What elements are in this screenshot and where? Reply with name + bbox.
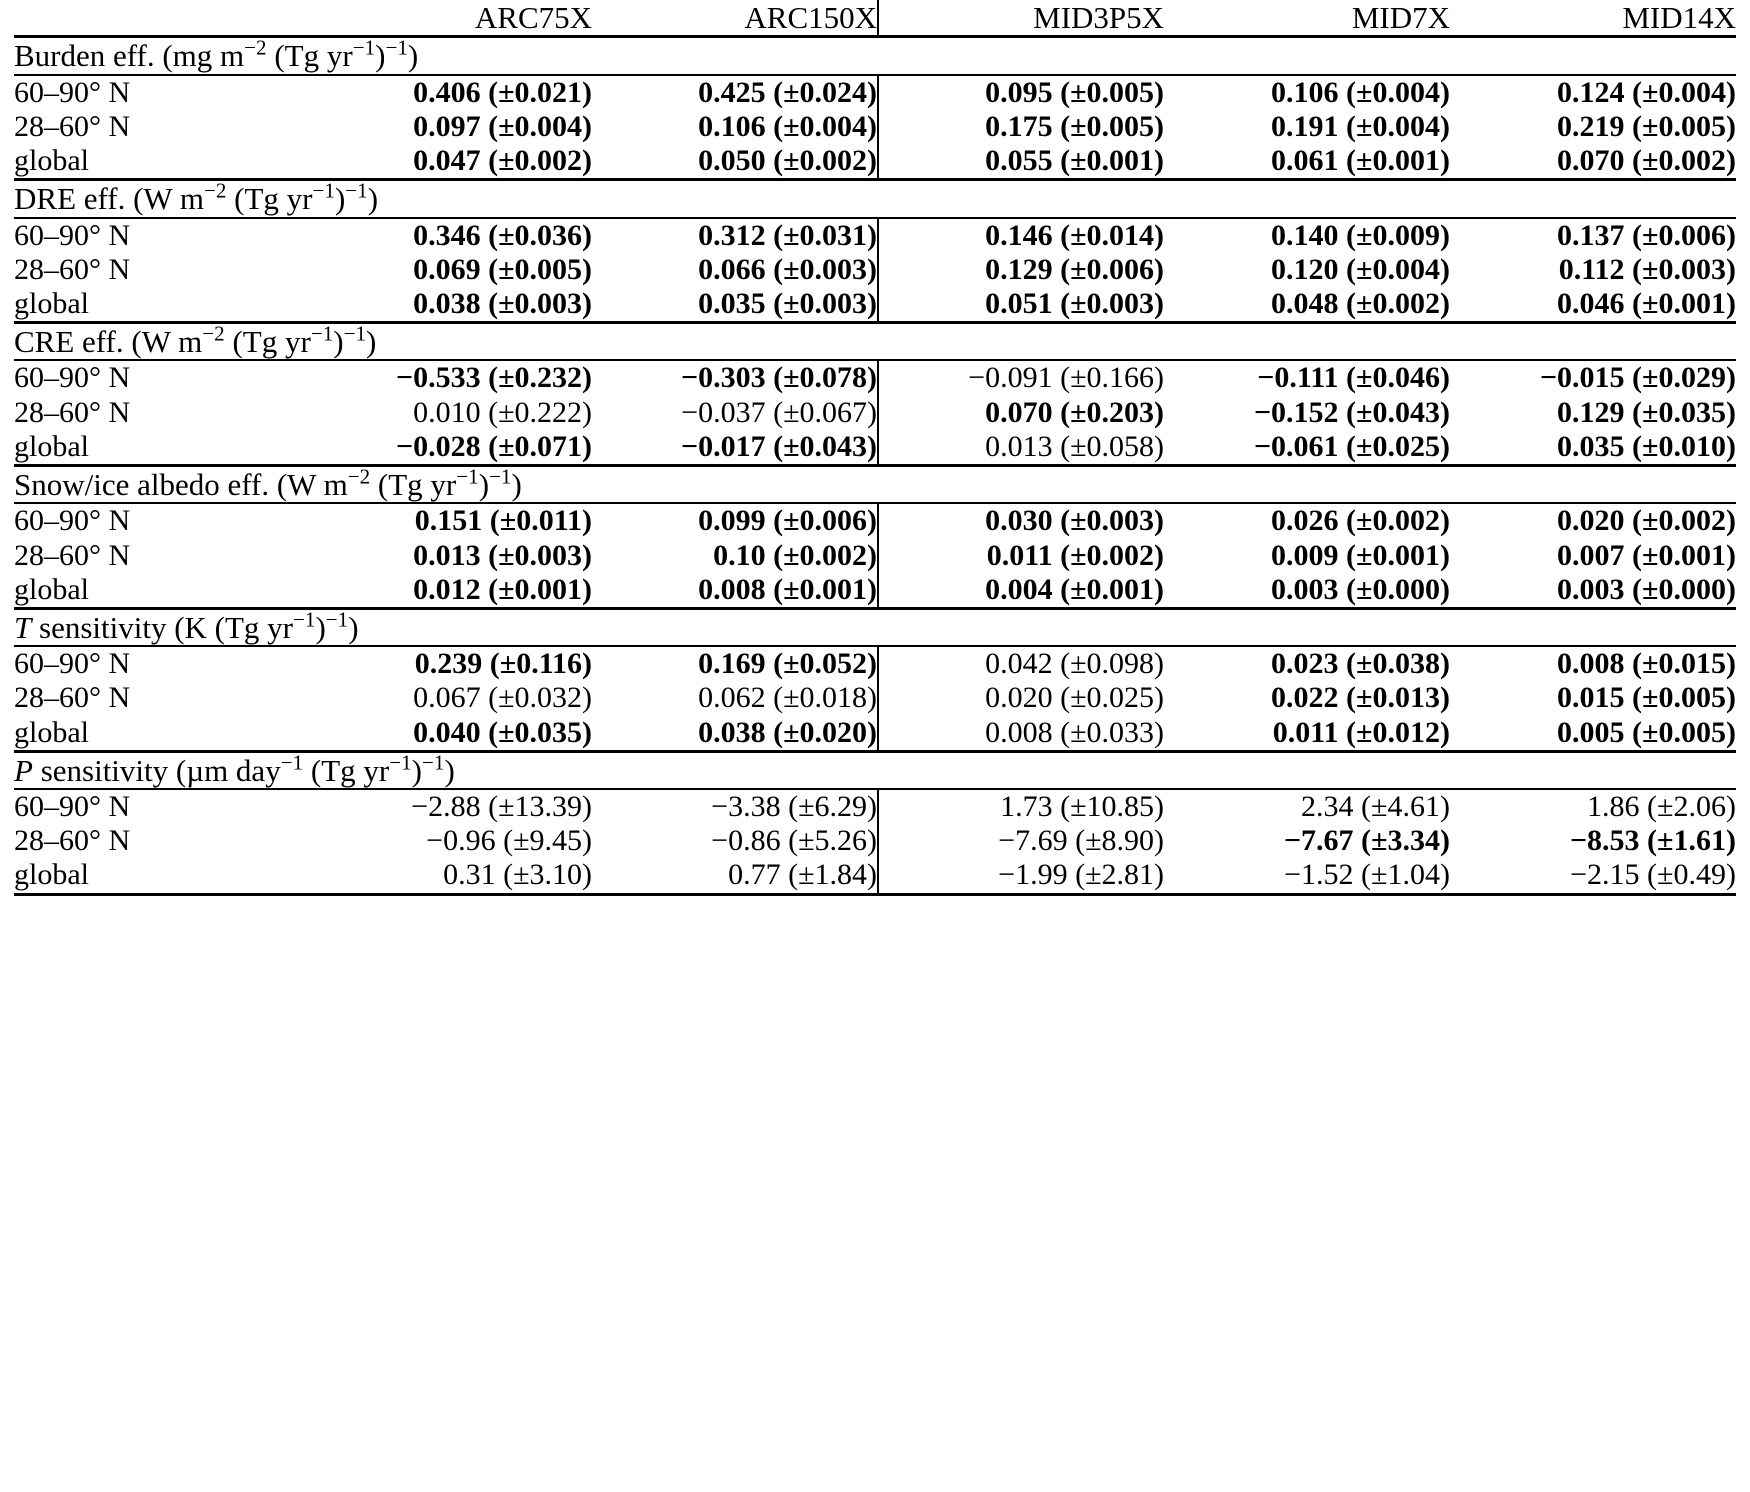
data-cell: 0.020 (±0.002) — [1450, 503, 1736, 538]
data-cell: 0.035 (±0.010) — [1557, 429, 1736, 463]
row-label: 60–90° N — [14, 75, 306, 110]
data-cell: 0.124 (±0.004) — [1450, 75, 1736, 110]
data-cell: 0.112 (±0.003) — [1558, 252, 1736, 286]
data-cell: 0.146 (±0.014) — [878, 218, 1164, 253]
row-label: global — [14, 858, 306, 894]
data-cell: −0.017 (±0.043) — [681, 429, 878, 463]
table-row — [14, 253, 1736, 287]
data-cell: 0.010 (±0.222) — [413, 395, 593, 429]
section-title: P sensitivity (µm day$^{-1}$ (Tg $yr^{-1})^{-1}$) — [14, 751, 1736, 789]
column-header-arc75x: ARC75X — [474, 0, 593, 35]
table-row — [14, 858, 1736, 894]
data-cell: 0.013 (±0.003) — [413, 538, 593, 572]
section-title-row — [14, 323, 1736, 361]
section-title-row — [14, 751, 1736, 789]
data-cell: 0.003 (±0.000) — [1271, 572, 1450, 606]
data-cell: 0.003 (±0.000) — [1557, 572, 1736, 606]
column-header-arc150x: ARC150X — [744, 0, 878, 35]
data-cell: 0.10 (±0.002) — [713, 538, 878, 572]
section-title: CRE eff. (W $m^{-2}$ (Tg $yr^{-1})^{-1}$) — [14, 323, 1736, 361]
column-header-mid7x: MID7X — [1351, 0, 1450, 35]
data-cell: 0.070 (±0.203) — [878, 396, 1164, 430]
data-cell: −7.67 (±3.34) — [1283, 824, 1450, 858]
data-cell: 0.038 (±0.003) — [413, 286, 593, 320]
data-cell: 0.023 (±0.038) — [1164, 646, 1450, 681]
table-header — [14, 0, 1736, 37]
data-cell: −0.061 (±0.025) — [1253, 429, 1450, 463]
data-cell: 0.040 (±0.035) — [413, 715, 593, 749]
data-cell: 0.030 (±0.003) — [878, 503, 1164, 538]
row-label: global — [14, 286, 89, 320]
table-row — [14, 75, 1736, 110]
data-cell: 0.106 (±0.004) — [698, 109, 878, 143]
table-row — [14, 218, 1736, 253]
table-row — [14, 396, 1736, 430]
row-label: global — [14, 429, 89, 463]
data-cell: 0.067 (±0.032) — [413, 681, 593, 715]
data-cell: −0.96 (±9.45) — [426, 824, 593, 858]
table-row — [14, 573, 1736, 609]
column-header-mid14x: MID14X — [1622, 0, 1736, 35]
section-title: Snow/ice albedo eff. (W $m^{-2}$ (Tg $yr^{-1})^{-1}$) — [14, 466, 1736, 504]
table-row — [14, 681, 1736, 715]
data-cell: 0.070 (±0.002) — [1557, 144, 1736, 178]
section-title-row — [14, 466, 1736, 504]
row-label: 28–60° N — [14, 109, 131, 143]
data-cell: 0.099 (±0.006) — [592, 503, 878, 538]
data-cell: 0.312 (±0.031) — [592, 218, 878, 253]
table-row — [14, 110, 1736, 144]
data-cell: 0.050 (±0.002) — [698, 144, 878, 178]
data-cell: 0.022 (±0.013) — [1271, 681, 1450, 715]
results-table — [14, 0, 1736, 896]
data-cell: 0.77 (±1.84) — [592, 858, 878, 894]
data-cell: 0.008 (±0.033) — [878, 716, 1164, 752]
row-label: global — [14, 144, 89, 178]
table-row — [14, 430, 1736, 466]
section-title-row — [14, 37, 1736, 75]
data-cell: 0.012 (±0.001) — [413, 572, 593, 606]
data-cell: 0.007 (±0.001) — [1557, 538, 1736, 572]
data-cell: −0.86 (±5.26) — [711, 824, 878, 858]
table-row — [14, 646, 1736, 681]
row-label: 28–60° N — [14, 252, 131, 286]
data-cell: −0.028 (±0.071) — [396, 429, 593, 463]
row-label: global — [14, 572, 89, 606]
data-cell: 0.175 (±0.005) — [878, 110, 1164, 144]
data-cell: −1.99 (±2.81) — [878, 858, 1164, 894]
data-cell: 1.73 (±10.85) — [878, 789, 1164, 824]
data-cell: 0.129 (±0.035) — [1557, 395, 1736, 429]
table-row — [14, 144, 1736, 180]
data-cell: 0.406 (±0.021) — [306, 75, 592, 110]
data-cell: 0.005 (±0.005) — [1557, 715, 1736, 749]
data-cell: 0.129 (±0.006) — [878, 253, 1164, 287]
data-cell: 0.038 (±0.020) — [698, 715, 878, 749]
table-body — [14, 37, 1736, 894]
table-row — [14, 360, 1736, 395]
row-label: 60–90° N — [14, 218, 306, 253]
table-row — [14, 539, 1736, 573]
data-cell: 0.004 (±0.001) — [878, 573, 1164, 609]
data-cell: 0.219 (±0.005) — [1557, 109, 1736, 143]
data-cell: 0.137 (±0.006) — [1450, 218, 1736, 253]
section-title: T sensitivity (K (Tg $yr^{-1})^{-1}$) — [14, 608, 1736, 646]
data-cell: −0.111 (±0.046) — [1164, 360, 1450, 395]
data-cell: 0.008 (±0.001) — [698, 572, 878, 606]
data-cell: −1.52 (±1.04) — [1164, 858, 1450, 894]
row-label: 28–60° N — [14, 395, 131, 429]
data-cell: −7.69 (±8.90) — [878, 824, 1164, 858]
data-cell: −3.38 (±6.29) — [592, 789, 878, 824]
data-cell: −2.15 (±0.49) — [1450, 858, 1736, 894]
data-cell: 0.106 (±0.004) — [1164, 75, 1450, 110]
data-cell: 0.011 (±0.012) — [1272, 715, 1450, 749]
row-label: 60–90° N — [14, 360, 306, 395]
data-cell: 0.011 (±0.002) — [878, 539, 1164, 573]
data-cell: −0.303 (±0.078) — [592, 360, 878, 395]
data-cell: 0.140 (±0.009) — [1164, 218, 1450, 253]
data-cell: −0.015 (±0.029) — [1450, 360, 1736, 395]
data-cell: 0.062 (±0.018) — [698, 681, 878, 715]
table-row — [14, 716, 1736, 752]
section-title-row — [14, 608, 1736, 646]
data-cell: 0.120 (±0.004) — [1271, 252, 1450, 286]
table-header-row — [14, 0, 1736, 37]
table-row — [14, 503, 1736, 538]
row-label: 60–90° N — [14, 503, 306, 538]
section-title: Burden eff. (mg $m^{-2}$ (Tg $yr^{-1})^{-1}$) — [14, 37, 1736, 75]
column-header-blank — [14, 0, 306, 37]
row-label: 28–60° N — [14, 681, 131, 715]
data-cell: 0.169 (±0.052) — [592, 646, 878, 681]
row-label: 28–60° N — [14, 824, 131, 858]
data-cell: −0.152 (±0.043) — [1253, 395, 1450, 429]
data-cell: 0.425 (±0.024) — [592, 75, 878, 110]
data-cell: 0.191 (±0.004) — [1271, 109, 1450, 143]
data-cell: 0.239 (±0.116) — [306, 646, 592, 681]
data-cell: 0.048 (±0.002) — [1271, 286, 1450, 320]
row-label: 60–90° N — [14, 789, 306, 824]
data-cell: 0.035 (±0.003) — [698, 286, 878, 320]
table-row — [14, 789, 1736, 824]
section-title: DRE eff. (W $m^{-2}$ (Tg $yr^{-1})^{-1}$) — [14, 180, 1736, 218]
data-cell: 0.051 (±0.003) — [878, 287, 1164, 323]
data-cell: 0.346 (±0.036) — [306, 218, 592, 253]
data-cell: 0.015 (±0.005) — [1557, 681, 1736, 715]
row-label: 60–90° N — [14, 646, 306, 681]
data-cell: 0.008 (±0.015) — [1450, 646, 1736, 681]
data-cell: 0.151 (±0.011) — [306, 503, 592, 538]
data-cell: 0.061 (±0.001) — [1271, 144, 1450, 178]
data-cell: 0.066 (±0.003) — [698, 252, 878, 286]
section-title-row — [14, 180, 1736, 218]
row-label: global — [14, 715, 89, 749]
data-cell: 0.047 (±0.002) — [413, 144, 593, 178]
data-cell: −2.88 (±13.39) — [306, 789, 592, 824]
data-cell: 0.042 (±0.098) — [878, 646, 1164, 681]
data-cell: 0.069 (±0.005) — [413, 252, 593, 286]
data-cell: 2.34 (±4.61) — [1164, 789, 1450, 824]
data-cell: 0.026 (±0.002) — [1164, 503, 1450, 538]
data-cell: 0.055 (±0.001) — [878, 144, 1164, 180]
data-cell: −0.091 (±0.166) — [878, 360, 1164, 395]
table-row — [14, 287, 1736, 323]
data-cell: 0.013 (±0.058) — [878, 430, 1164, 466]
table-row — [14, 824, 1736, 858]
data-cell: 0.046 (±0.001) — [1557, 286, 1736, 320]
row-label: 28–60° N — [14, 538, 131, 572]
data-cell: −8.53 (±1.61) — [1569, 824, 1736, 858]
data-cell: −0.037 (±0.067) — [681, 395, 878, 429]
data-cell: 0.095 (±0.005) — [878, 75, 1164, 110]
data-cell: 0.009 (±0.001) — [1271, 538, 1450, 572]
data-cell: 0.31 (±3.10) — [306, 858, 592, 894]
data-cell: 0.020 (±0.025) — [878, 681, 1164, 715]
data-cell: 0.097 (±0.004) — [413, 109, 593, 143]
data-cell: −0.533 (±0.232) — [306, 360, 592, 395]
data-cell: 1.86 (±2.06) — [1450, 789, 1736, 824]
column-header-mid3p5x: MID3P5X — [878, 0, 1164, 37]
